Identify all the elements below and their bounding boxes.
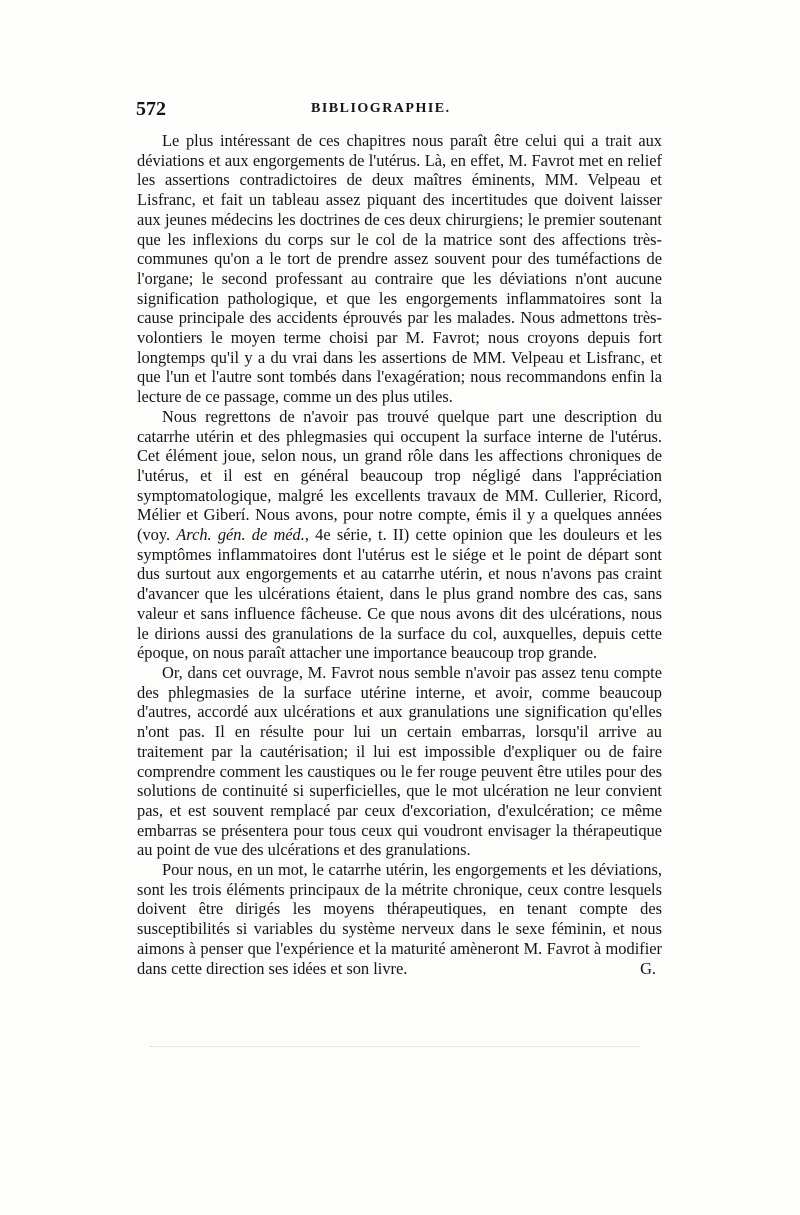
page-header	[136, 98, 661, 128]
bleed-through-line	[150, 1046, 640, 1057]
citation-reference: , 4e série, t. II)	[304, 525, 416, 545]
paragraph-2-continuation: cette opinion que les douleurs et les symptômes inflammatoires dont l'utérus est le siége et le point de départ sont dus surtout aux engorgements et au catarrhe utérin, et nous n'avons pas craint d'avancer que les ulcérations étaient, dans le plus grand nombre des cas, sans valeur et sans influence fâcheuse. Ce que nous avons dit des ulcérations, nous le dirions aussi des granulations de la surface du col, auxquelles, depuis cette époque, on nous paraît attacher une importance beaucoup trop grande.	[137, 525, 663, 663]
body-text	[137, 131, 662, 978]
page-number: 572	[136, 98, 166, 120]
running-title: BIBLIOGRAPHIE.	[311, 101, 451, 116]
citation-journal: Arch. gén. de méd.	[176, 525, 305, 545]
paragraph-3: Or, dans cet ouvrage, M. Favrot nous semble n'avoir pas assez tenu compte des phlegmasies de la surface utérine interne, et avoir, comme beaucoup d'autres, accordé aux ulcérations et aux granulations une signification qu'elles n'ont pas. Il en résulte pour lui un certain embarras, lorsqu'il arrive au traitement par la cautérisation; il lui est impossible d'expliquer ou de faire comprendre comment les caustiques ou le fer rouge peuvent être utiles pour des solutions de continuité si superficielles, que le mot ulcération ne leur convient pas, et est souvent remplacé par ceux d'excoriation, d'exulcération; ce même embarras se présentera pour tous ceux qui voudront envisager la thérapeutique au point de vue des ulcérations et des granulations.	[137, 662, 662, 860]
paragraph-4-text: Pour nous, en un mot, le catarrhe utérin, les engorgements et les déviations, sont les trois éléments principaux de la métrite chronique, ceux contre lesquels doivent être dirigés les moyens thérapeutiques, en tenant compte des susceptibilités si variables du système nerveux dans le sexe féminin, et nous aimons à penser que l'expérience et la maturité amèneront M. Favrot à modifier dans cette direction ses idées et son livre.	[137, 860, 662, 978]
paragraph-1: Le plus intéressant de ces chapitres nous paraît être celui qui a trait aux déviations et aux engorgements de l'utérus. Là, en effet, M. Favrot met en relief les assertions contradictoires de deux maîtres éminents, MM. Velpeau et Lisfranc, et fait un tableau assez piquant des incertitudes que doivent laisser aux jeunes médecins les doctrines de ces deux chirurgiens; le premier soutenant que les inflexions du corps sur le col de la matrice sont des affections très-communes qu'on a le tort de prendre assez souvent pour des tuméfactions de l'organe; le second professant au contraire que les déviations n'ont aucune signification pathologique, et que les engorgements inflammatoires sont la cause principale des accidents éprouvés par les malades. Nous admettons très-volontiers le moyen terme choisi par M. Favrot; nous croyons depuis fort longtemps qu'il y a du vrai dans les assertions de MM. Velpeau et Lisfranc, et que l'un et l'autre sont tombés dans l'exagération; nous recommandons enfin la lecture de ce passage, comme un des plus utiles.	[137, 131, 662, 407]
paragraph-4	[137, 860, 662, 978]
paragraph-2	[137, 407, 662, 663]
author-signature: G.	[640, 958, 656, 978]
paragraph-2-text: Nous regrettons de n'avoir pas trouvé quelque part une description du catarrhe utérin et des phlegmasies qui occupent la surface interne de l'utérus. Cet élément joue, selon nous, un grand rôle dans les affections chroniques de l'utérus, et il est en général beaucoup trop négligé dans l'appréciation symptomatologique, malgré les excellents travaux de MM. Cullerier, Ricord, Mélier et Giberí. Nous avons, pour notre compte, émis il y a quelques années (voy.	[137, 406, 662, 545]
